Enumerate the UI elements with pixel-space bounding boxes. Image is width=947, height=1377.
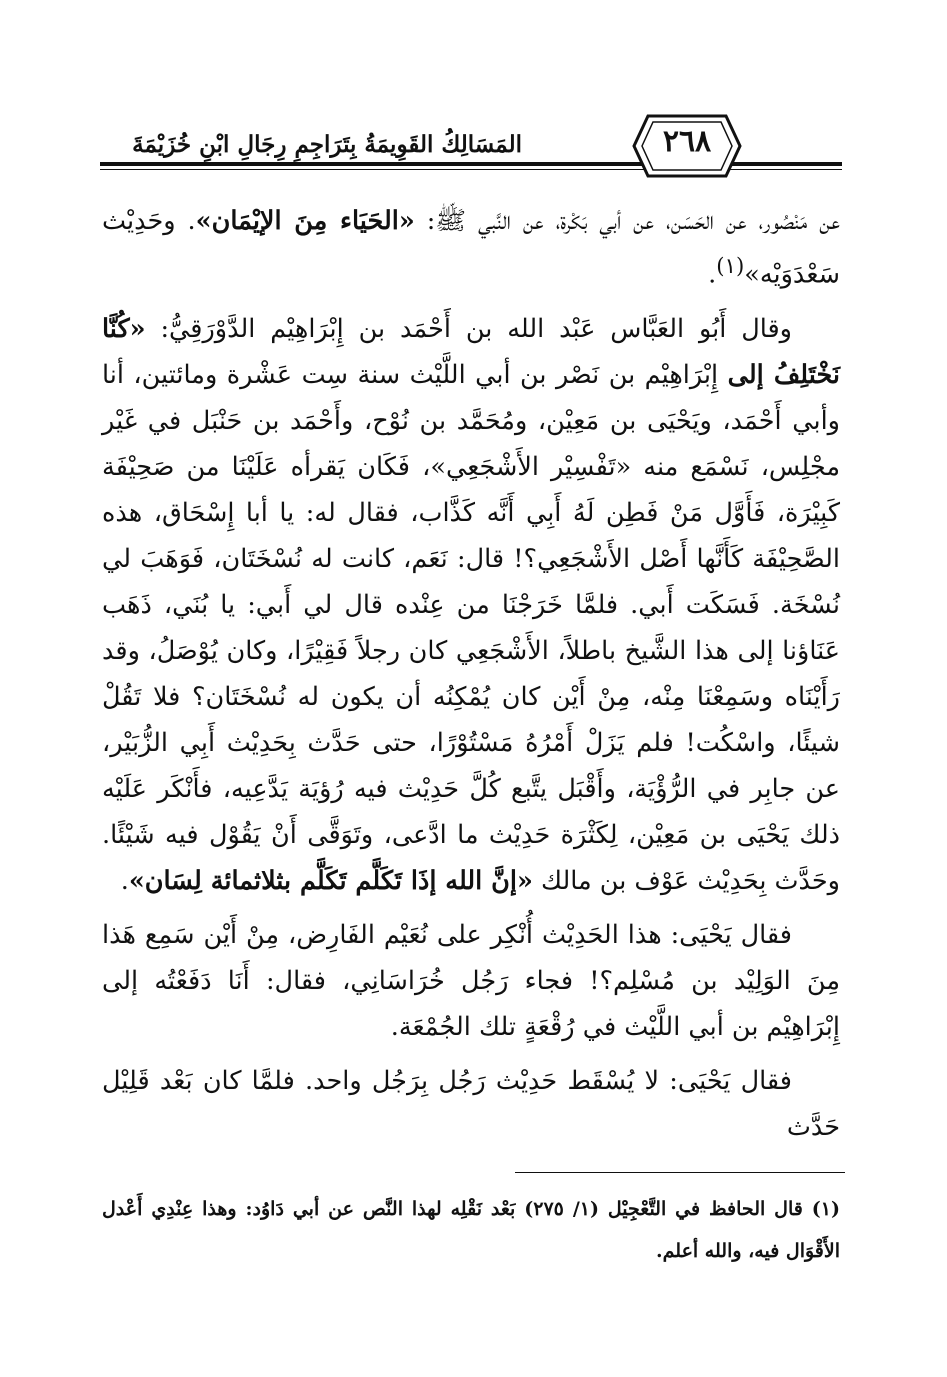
hadith-quote: «الحَيَاء مِنَ الإيْمَان»: [195, 206, 415, 236]
book-title: المَسَالِكُ القَوِيمَةُ بِتَرَاجِمِ رِجَالِ ابْنِ خُزَيْمَةَ: [124, 130, 522, 160]
text-span: . وحَدِيْث سَعْدَوَيْه»: [102, 206, 840, 290]
main-text: [102, 198, 840, 1150]
paragraph-4: فقال يَحْيَى: لا يُسْقَط حَدِيْث رَجُل بِرَجُل واحد. فلمَّا كان بَعْد قَلِيْل حَدَّث: [102, 1065, 840, 1142]
text-span: .: [120, 865, 129, 896]
text-span: وقال أَبُو العَبَّاس عَبْد الله بن أَحْمَد بن إِبْرَاهِيْم الدَّوْرَقِيُّ:: [145, 313, 792, 344]
footnote-ref: (١): [716, 254, 745, 279]
quote-open: «كُنَّا نَخْتَلِفُ إلى: [102, 313, 841, 390]
text-span: إِبْرَاهِيْم بن نَصْر بن أبي اللَّيْث سنة سِت عَشْرة ومائتين، أنا وأبي أَحْمَد، ويَحْيَى بن مَعِيْن، ومُحَمَّد بن نُوْح، وأَحْمَد بن حَنْبَل في غَيْر مجْلِس، نَسْمَع منه «تَفْسِيْر الأَشْجَعِي»، فَكَان يَقرأه عَلَيْنَا من صَحِيْفَة كَبِيْرَة، فَأَوَّل مَنْ فَطِن لَهُ أَبِي أَنَّه كَذَّاب، فقال له: يا أبا إِسْحَاق، هذه الصَّحِيْفَة كَأَنَّها أَصْل الأَشْجَعِي؟! قال: نَعَم، كانت له نُسْخَتَان، فَوَهَبَ لي نُسْخَة. فَسَكَت أَبي. فلمَّا خَرَجْنَا من عِنْده قال لي أَبي: يا بُنَي، ذَهَب عَنَاؤنا إلى هذا الشَّيخ باطلاً، الأَشْجَعِي كان رجلاً فَقِيْرًا، وكان يُوْصَلُ، وقد رَأَيْنَاه وسَمِعْنَا مِنْه، مِنْ أَيْن كان يُمْكِنُه أن يكون له نُسْخَتَان؟ فلا تَقُلْ شيئًا، واسْكُت! فلم يَزَلْ أَمْرُهُ مَسْتُوْرًا، حتى حَدَّث بِحَدِيْث أَبِي الزُّبَيْر، عن جابِر في الرُّؤْيَة، وأَقْبَل يتَّبع كُلَّ حَدِيْث فيه رُؤيَة يَدَّعِيه، فأَنْكَر عَلَيْه ذلك يَحْيَى بن مَعِيْن، لِكَثْرَة حَدِيْث ما ادَّعى، وتَوَقَّى أَنْ يَقُوْل فيه شَيْئًا. وحَدَّث بِحَدِيْث عَوْف بن مالك: [102, 359, 840, 896]
paragraph-2: [102, 306, 840, 904]
text-span: عن مَنْصُور، عن الحَسَن، عن أبي بَكْرة، عن النَّبي ﷺ:: [414, 206, 841, 236]
paragraph-3: فقال يَحْيَى: هذا الحَدِيْث أُنْكِر على نُعَيْم الفَارِض، مِنْ أَيْن سَمِع هَذا مِنَ الوَلِيْد بن مُسْلِم؟! فجاء رَجُل خُرَاسَانِي، فقال: أَنَا دَفَعْتُه إلى إِبْرَاهِيْم بن أبي اللَّيْث في رُقْعَةٍ تلك الجُمْعَة.: [102, 919, 840, 1042]
text-span: .: [708, 259, 717, 290]
paragraph-1: [102, 198, 840, 298]
page-number: ٢٦٨: [662, 124, 712, 159]
footnote-1: (١) قال الحافظ في التَّعْجِيْل (١/ ٢٧٥) بَعْد نَقْلِه لهذا النَّص عن أبي دَاوُد: وهذا عِنْدِي أَعْدل الأَقْوَال فيه، والله أعلم.: [102, 1198, 840, 1262]
hadith-quote: «إنَّ الله إذَا تَكَلَّم تَكَلَّم بثلاثمائة لِسَان»: [128, 865, 533, 896]
page-header: [100, 100, 842, 180]
page-number-badge: [622, 106, 752, 186]
footnotes: [102, 1188, 840, 1272]
footnote-divider: [515, 1172, 845, 1173]
